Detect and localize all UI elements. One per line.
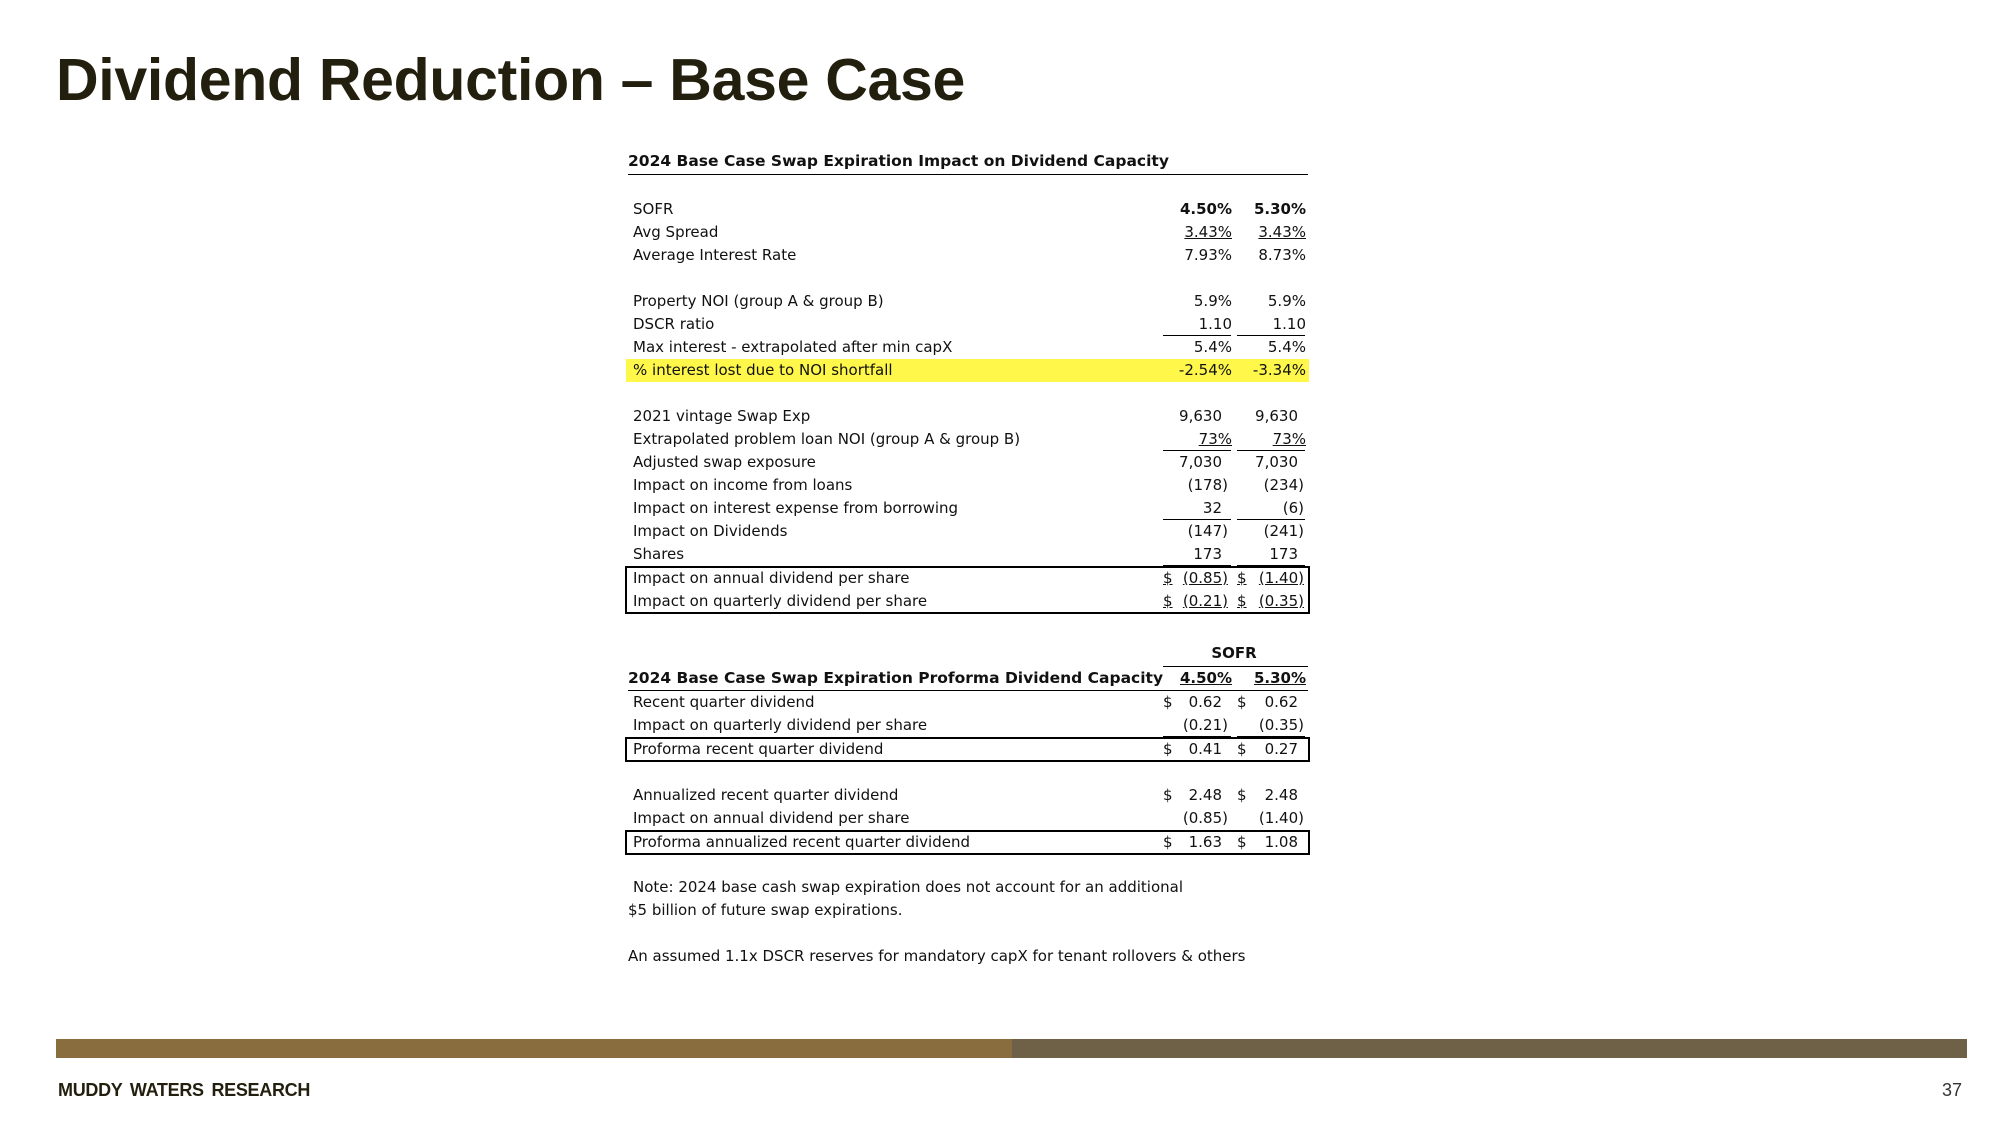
- row-value-sofr-530: 5.30%: [1253, 200, 1306, 218]
- row-value-sofr-450: 2.48: [1188, 786, 1222, 804]
- footer-bar-left: [56, 1039, 1012, 1058]
- row-label: Proforma annualized recent quarter dividend: [633, 833, 971, 851]
- row-label: SOFR: [633, 200, 674, 218]
- row-value-sofr-530: (0.35): [1258, 592, 1304, 610]
- table-row: [625, 590, 1310, 613]
- currency-symbol: $: [1163, 693, 1173, 711]
- row-value-sofr-450: (178): [1187, 476, 1228, 494]
- table-row: [625, 313, 1310, 336]
- row-label: Property NOI (group A & group B): [633, 292, 884, 310]
- column-header-sofr-450: 4.50%: [1179, 669, 1232, 687]
- row-value-sofr-450: 5.4%: [1193, 338, 1232, 356]
- table-row: [625, 831, 1310, 854]
- row-value-sofr-450: 3.43%: [1184, 223, 1232, 241]
- row-label: Extrapolated problem loan NOI (group A & group B): [633, 430, 1021, 448]
- row-label: 2021 vintage Swap Exp: [633, 407, 811, 425]
- row-label: Recent quarter dividend: [633, 693, 815, 711]
- currency-symbol: $: [1163, 569, 1173, 587]
- table-row: [625, 336, 1310, 359]
- note-line: $5 billion of future swap expirations.: [628, 901, 903, 919]
- table-row: [625, 198, 1310, 221]
- row-label: Impact on Dividends: [633, 522, 788, 540]
- currency-symbol: $: [1237, 693, 1247, 711]
- underline-rule: [1163, 450, 1231, 451]
- row-value-sofr-450: 0.62: [1188, 693, 1222, 711]
- row-value-sofr-530: (0.35): [1258, 716, 1304, 734]
- row-value-sofr-530: 1.08: [1264, 833, 1298, 851]
- highlighted-row: [626, 359, 1309, 382]
- row-value-sofr-530: 7,030: [1255, 453, 1298, 471]
- currency-symbol: $: [1237, 786, 1247, 804]
- currency-symbol: $: [1237, 569, 1247, 587]
- column-header-sofr-530: 5.30%: [1253, 669, 1306, 687]
- row-value-sofr-450: (0.21): [1182, 716, 1228, 734]
- row-value-sofr-530: 2.48: [1264, 786, 1298, 804]
- row-value-sofr-530: (6): [1282, 499, 1304, 517]
- row-label: Impact on annual dividend per share: [633, 809, 910, 827]
- row-value-sofr-530: 173: [1269, 545, 1298, 563]
- row-value-sofr-450: 73%: [1198, 430, 1232, 448]
- row-value-sofr-530: (234): [1263, 476, 1304, 494]
- currency-symbol: $: [1237, 592, 1247, 610]
- row-value-sofr-530: (1.40): [1258, 809, 1304, 827]
- currency-symbol: $: [1163, 833, 1173, 851]
- row-value-sofr-450: (0.85): [1182, 569, 1228, 587]
- slide-title: Dividend Reduction – Base Case: [56, 47, 966, 113]
- table2-header-row: [625, 667, 1310, 690]
- table-row: [625, 405, 1310, 428]
- row-value-sofr-530: 8.73%: [1258, 246, 1306, 264]
- table-row: [625, 714, 1310, 737]
- currency-symbol: $: [1163, 740, 1173, 758]
- row-value-sofr-450: (147): [1187, 522, 1228, 540]
- table-row: [625, 543, 1310, 566]
- row-label: Proforma recent quarter dividend: [633, 740, 884, 758]
- row-value-sofr-450: 7,030: [1179, 453, 1222, 471]
- row-label: Max interest - extrapolated after min capX: [633, 338, 953, 356]
- row-value-sofr-530: 0.62: [1264, 693, 1298, 711]
- table-row: [625, 497, 1310, 520]
- row-value-sofr-530: 3.43%: [1258, 223, 1306, 241]
- row-value-sofr-530: (241): [1263, 522, 1304, 540]
- row-value-sofr-450: (0.85): [1182, 809, 1228, 827]
- row-value-sofr-450: (0.21): [1182, 592, 1228, 610]
- table-row: [625, 244, 1310, 267]
- row-label: % interest lost due to NOI shortfall: [633, 361, 893, 379]
- row-value-sofr-450: 1.10: [1198, 315, 1232, 333]
- row-value-sofr-530: 1.10: [1272, 315, 1306, 333]
- table-row: [625, 691, 1310, 714]
- row-value-sofr-530: -3.34%: [1252, 361, 1306, 379]
- row-value-sofr-450: 1.63: [1188, 833, 1222, 851]
- row-value-sofr-450: -2.54%: [1178, 361, 1232, 379]
- row-value-sofr-530: 73%: [1272, 430, 1306, 448]
- currency-symbol: $: [1163, 592, 1173, 610]
- table2-title: 2024 Base Case Swap Expiration Proforma Dividend Capacity: [628, 669, 1164, 687]
- row-value-sofr-530: (1.40): [1258, 569, 1304, 587]
- table-row: [625, 520, 1310, 543]
- sofr-group-header: SOFR: [1211, 644, 1257, 662]
- table-row: [625, 474, 1310, 497]
- table-row: [625, 738, 1310, 761]
- row-label: DSCR ratio: [633, 315, 715, 333]
- table-row: [625, 290, 1310, 313]
- row-label: Shares: [633, 545, 685, 563]
- footer-bar-right: [1012, 1039, 1967, 1058]
- table-row: [625, 784, 1310, 807]
- row-label: Impact on quarterly dividend per share: [633, 592, 928, 610]
- row-value-sofr-530: 5.9%: [1267, 292, 1306, 310]
- row-value-sofr-530: 0.27: [1264, 740, 1298, 758]
- row-label: Impact on income from loans: [633, 476, 853, 494]
- currency-symbol: $: [1163, 786, 1173, 804]
- underline-rule: [1237, 450, 1305, 451]
- row-value-sofr-450: 9,630: [1179, 407, 1222, 425]
- note-line: Note: 2024 base cash swap expiration does not account for an additional: [633, 878, 1184, 896]
- page-number: 37: [1941, 1080, 1962, 1100]
- currency-symbol: $: [1237, 833, 1247, 851]
- row-value-sofr-450: 0.41: [1188, 740, 1222, 758]
- table-row: [625, 221, 1310, 244]
- table1-title: 2024 Base Case Swap Expiration Impact on Dividend Capacity: [628, 152, 1169, 170]
- row-label: Average Interest Rate: [633, 246, 797, 264]
- row-value-sofr-530: 9,630: [1255, 407, 1298, 425]
- row-label: Impact on interest expense from borrowing: [633, 499, 959, 517]
- table-row: [625, 451, 1310, 474]
- table1-title-rule: [628, 174, 1308, 175]
- row-value-sofr-450: 4.50%: [1179, 200, 1232, 218]
- row-label: Impact on annual dividend per share: [633, 569, 910, 587]
- row-value-sofr-530: 5.4%: [1267, 338, 1306, 356]
- row-label: Impact on quarterly dividend per share: [633, 716, 928, 734]
- row-label: Annualized recent quarter dividend: [633, 786, 899, 804]
- row-label: Adjusted swap exposure: [633, 453, 816, 471]
- footer-brand: MUDDY WATERS RESEARCH: [58, 1080, 311, 1100]
- table-row: [625, 567, 1310, 590]
- note-line: An assumed 1.1x DSCR reserves for mandatory capX for tenant rollovers & others: [628, 947, 1246, 965]
- row-value-sofr-450: 32: [1202, 499, 1222, 517]
- row-value-sofr-450: 173: [1193, 545, 1222, 563]
- row-value-sofr-450: 5.9%: [1193, 292, 1232, 310]
- row-label: Avg Spread: [633, 223, 719, 241]
- table-row: [625, 428, 1310, 451]
- table-row: [625, 807, 1310, 830]
- currency-symbol: $: [1237, 740, 1247, 758]
- row-value-sofr-450: 7.93%: [1184, 246, 1232, 264]
